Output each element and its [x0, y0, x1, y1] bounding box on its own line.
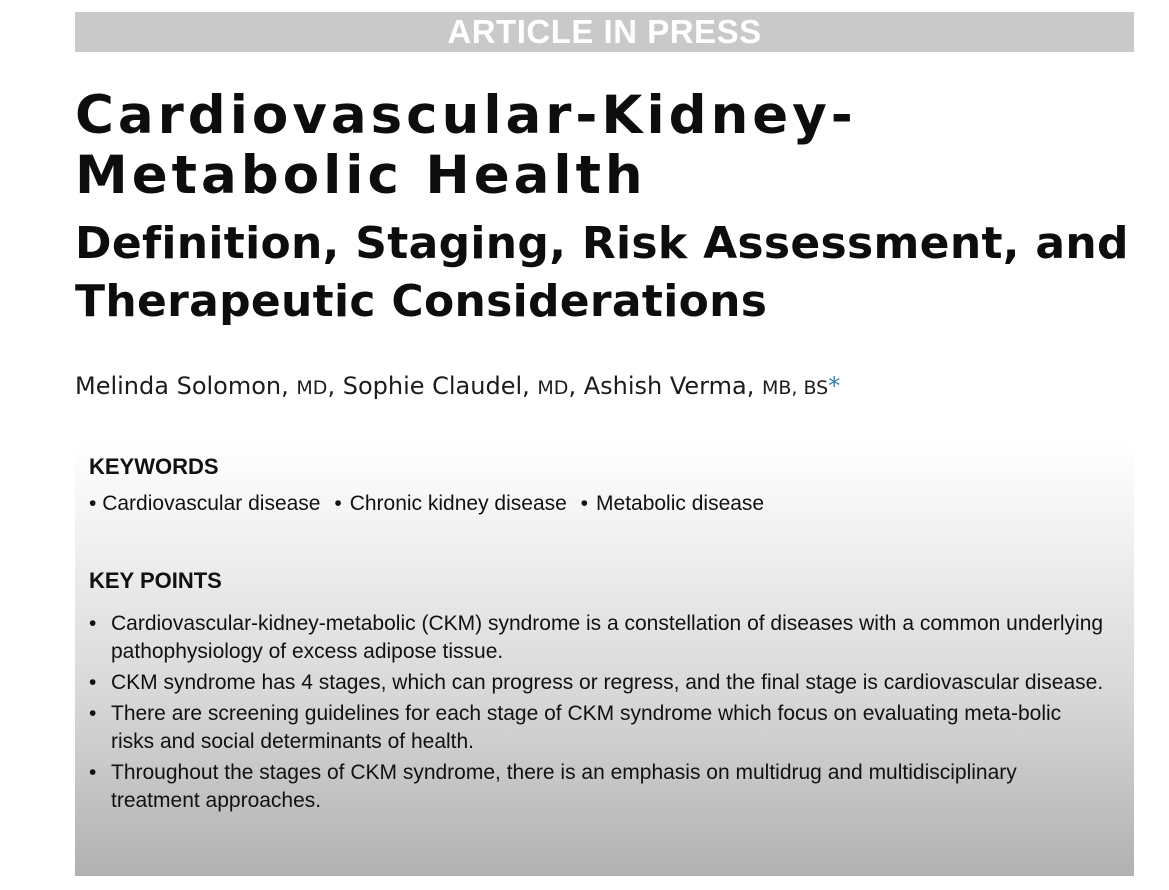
- author-degree: MD: [537, 377, 569, 399]
- key-point-item: [89, 759, 1109, 815]
- keywords-list: [89, 491, 764, 517]
- author-separator: ,: [522, 372, 538, 400]
- author-separator: ,: [568, 372, 584, 400]
- key-points-box: [75, 442, 1134, 876]
- key-point-bullet: •: [89, 702, 97, 725]
- keyword-item: Chronic kidney disease: [349, 492, 567, 515]
- key-point-item: [89, 669, 1109, 697]
- key-point-item: [89, 700, 1109, 756]
- author-separator: ,: [746, 372, 762, 400]
- article-in-press-banner: ARTICLE IN PRESS: [75, 12, 1134, 52]
- article-subtitle-line-1: Definition, Staging, Risk Assessment, and: [75, 218, 1129, 269]
- article-title-line-1: Cardiovascular-Kidney-: [75, 85, 857, 146]
- keyword-bullet: •: [334, 492, 342, 515]
- author-name: Ashish Verma: [583, 372, 747, 400]
- key-point-text: There are screening guidelines for each stage of CKM syndrome which focus on evaluating meta-bolic risks and social determinants of health.: [111, 702, 1062, 753]
- author-name: Sophie Claudel: [342, 372, 523, 400]
- key-point-bullet: •: [89, 761, 97, 784]
- author-list: [75, 370, 840, 404]
- author-degree: MB, BS: [761, 377, 829, 399]
- article-subtitle-line-2: Therapeutic Considerations: [75, 276, 768, 327]
- keyword-item: Metabolic disease: [596, 492, 765, 515]
- keyword-item: Cardiovascular disease: [102, 492, 321, 515]
- key-point-text: Cardiovascular-kidney-metabolic (CKM) syndrome is a constellation of diseases with a common underlying pathophysiology of excess adipose tissue.: [111, 612, 1104, 663]
- key-points-list: [89, 610, 1109, 818]
- author-separator: ,: [281, 372, 297, 400]
- article-subtitle: [75, 215, 1145, 331]
- author-separator: ,: [327, 372, 343, 400]
- keyword-bullet: •: [580, 492, 589, 515]
- key-points-heading: KEY POINTS: [89, 568, 222, 593]
- article-title: [75, 86, 1135, 206]
- key-point-text: CKM syndrome has 4 stages, which can progress or regress, and the final stage is cardiovascular disease.: [111, 671, 1104, 694]
- author-degree: MD: [296, 377, 328, 399]
- article-title-line-2: Metabolic Health: [75, 145, 647, 206]
- key-point-bullet: •: [89, 671, 97, 694]
- key-point-bullet: •: [89, 612, 97, 635]
- keyword-bullet: •: [89, 492, 97, 515]
- key-point-text: Throughout the stages of CKM syndrome, there is an emphasis on multidrug and multidisciplinary treatment approaches.: [111, 761, 1017, 812]
- corresponding-author-link[interactable]: *: [828, 372, 841, 400]
- keywords-heading: KEYWORDS: [89, 454, 219, 479]
- key-point-item: [89, 610, 1109, 666]
- author-name: Melinda Solomon: [75, 372, 282, 400]
